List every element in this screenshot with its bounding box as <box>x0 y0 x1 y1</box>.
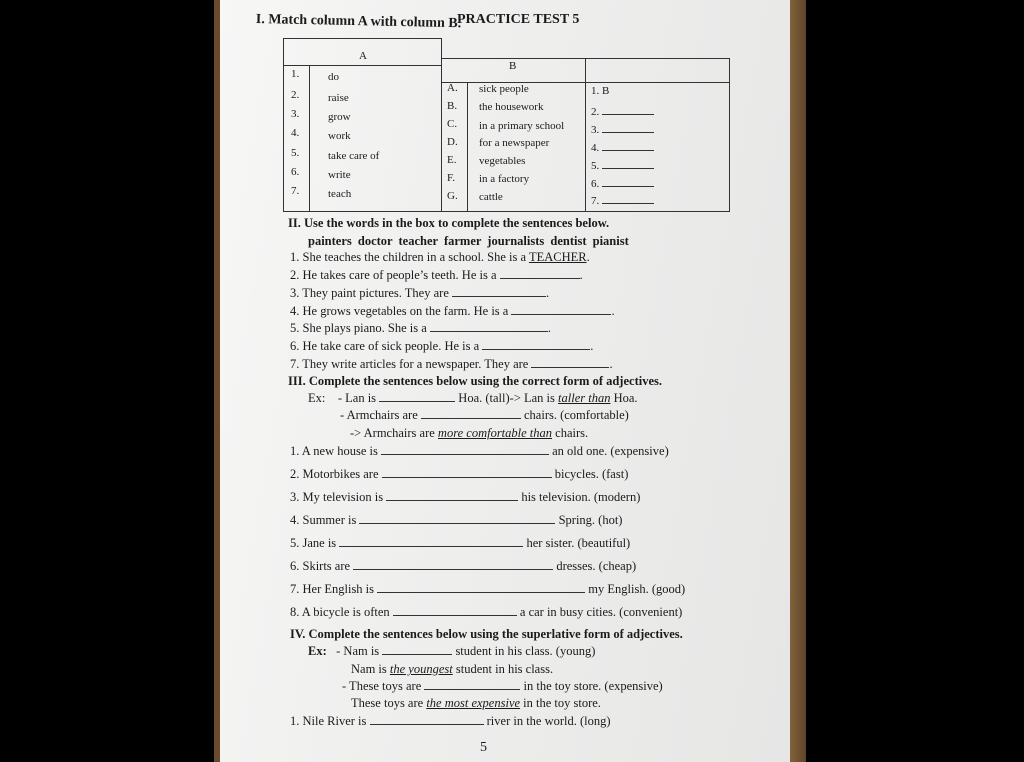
answer-blank[interactable] <box>386 490 518 501</box>
col-b-letter: G. <box>447 190 458 202</box>
answer-slot[interactable] <box>591 158 654 172</box>
answer-blank[interactable] <box>393 605 517 616</box>
col-a-item: grow <box>328 111 351 123</box>
sentence: 6. He take care of sick people. He is a . <box>290 339 594 353</box>
answer-blank[interactable] <box>377 582 585 593</box>
answer-label: 5. <box>591 160 600 172</box>
col-b-item: in a primary school <box>479 120 565 132</box>
answer-filled: TEACHER <box>528 250 587 264</box>
answer-blank[interactable] <box>500 268 580 279</box>
example-line: - Armchairs are chairs. (comfortable) <box>340 408 629 422</box>
answer-slot[interactable] <box>591 176 654 190</box>
sentence: 4. Summer is Spring. (hot) <box>290 513 623 527</box>
section3-heading: III. Complete the sentences below using the correct form of adjectives. <box>288 374 662 388</box>
answer-label: 1. B <box>591 85 610 97</box>
answer-slot[interactable] <box>591 85 609 97</box>
answer-slot[interactable] <box>591 122 654 136</box>
col-a-item: work <box>328 130 351 142</box>
answer-slot[interactable] <box>591 104 654 118</box>
col-a-header: A <box>359 50 367 62</box>
sentence: 3. They paint pictures. They are . <box>290 286 550 300</box>
col-b-letter: F. <box>447 172 455 184</box>
col-a-num: 3. <box>291 108 300 120</box>
col-a-num: 6. <box>291 166 300 178</box>
sentence: 2. Motorbikes are bicycles. (fast) <box>290 467 629 481</box>
sentence: 5. Jane is her sister. (beautiful) <box>290 536 631 550</box>
col-b-letter: E. <box>447 154 457 166</box>
col-a-num: 2. <box>291 89 300 101</box>
section2-heading: II. Use the words in the box to complete the sentences below. <box>288 216 610 230</box>
col-b-item: for a newspaper <box>479 137 550 149</box>
answer-blank[interactable] <box>531 357 609 368</box>
sentence: 1. She teaches the children in a school. She is a TEACHER. <box>290 250 590 264</box>
col-b-letter: B. <box>447 100 458 112</box>
col-a-item: teach <box>328 188 352 200</box>
answer-blank[interactable] <box>382 467 552 478</box>
answer-slot[interactable] <box>591 193 654 207</box>
sentence: 4. He grows vegetables on the farm. He is a . <box>290 304 615 318</box>
matching-table <box>283 38 730 212</box>
col-a-item: take care of <box>328 150 380 162</box>
sentence: 8. A bicycle is often a car in busy cities. (convenient) <box>290 605 683 619</box>
col-b-letter: A. <box>447 82 458 94</box>
col-a-item: raise <box>328 92 349 104</box>
col-a-num: 1. <box>291 68 300 80</box>
sentence: 3. My television is his television. (modern) <box>290 490 641 504</box>
col-b-item: in a factory <box>479 173 530 185</box>
sentence: 6. Skirts are dresses. (cheap) <box>290 559 637 573</box>
answer-label: 4. <box>591 142 600 154</box>
sentence: 7. Her English is my English. (good) <box>290 582 686 596</box>
answer-blank[interactable] <box>452 286 546 297</box>
example-line: Ex: - Nam is student in his class. (young) <box>308 644 596 658</box>
worksheet-page <box>220 0 790 762</box>
answer-blank[interactable] <box>339 536 523 547</box>
page-title: PRACTICE TEST 5 <box>457 12 580 27</box>
word-box: painters doctor teacher farmer journalists dentist pianist <box>308 234 629 248</box>
sentence: 1. A new house is an old one. (expensive) <box>290 444 669 458</box>
example-line: -> Armchairs are more comfortable than chairs. <box>350 426 589 440</box>
answer-blank[interactable] <box>511 304 611 315</box>
answer-blank[interactable] <box>381 444 549 455</box>
col-a-num: 4. <box>291 127 300 139</box>
answer-label: 7. <box>591 195 600 207</box>
sentence: 5. She plays piano. She is a . <box>290 321 552 335</box>
section4-heading: IV. Complete the sentences below using the superlative form of adjectives. <box>290 627 683 641</box>
col-a-item: write <box>328 169 351 181</box>
col-b-header: B <box>509 60 517 72</box>
example-line: Ex: - Lan is Hoa. (tall)-> Lan is taller than Hoa. <box>308 391 638 405</box>
section1-heading: I. Match column A with column B. <box>255 12 462 32</box>
col-a-item: do <box>328 71 339 83</box>
page-number: 5 <box>480 740 487 755</box>
answer-blank[interactable] <box>359 513 555 524</box>
sentence: 2. He takes care of people’s teeth. He is a . <box>290 268 583 282</box>
col-b-letter: C. <box>447 118 458 130</box>
col-b-item: sick people <box>479 83 529 95</box>
example-line: These toys are the most expensive in the toy store. <box>351 696 601 710</box>
col-a-num: 5. <box>291 147 300 159</box>
answer-label: 2. <box>591 106 600 118</box>
answer-slot[interactable] <box>591 140 654 154</box>
sentence: 7. They write articles for a newspaper. They are . <box>290 357 613 371</box>
answer-label: 6. <box>591 178 600 190</box>
answer-blank[interactable] <box>430 321 548 332</box>
col-b-item: cattle <box>479 191 503 203</box>
answer-blank[interactable] <box>353 559 553 570</box>
answer-blank[interactable] <box>482 339 590 350</box>
example-line: - These toys are in the toy store. (expensive) <box>342 679 663 693</box>
col-b-letter: D. <box>447 136 458 148</box>
answer-blank[interactable] <box>370 714 484 725</box>
answer-label: 3. <box>591 124 600 136</box>
col-b-item: vegetables <box>479 155 526 167</box>
sentence: 1. Nile River is river in the world. (long) <box>290 714 611 728</box>
example-line: Nam is the youngest student in his class. <box>351 662 554 676</box>
col-b-item: the housework <box>479 101 544 113</box>
col-a-num: 7. <box>291 185 300 197</box>
